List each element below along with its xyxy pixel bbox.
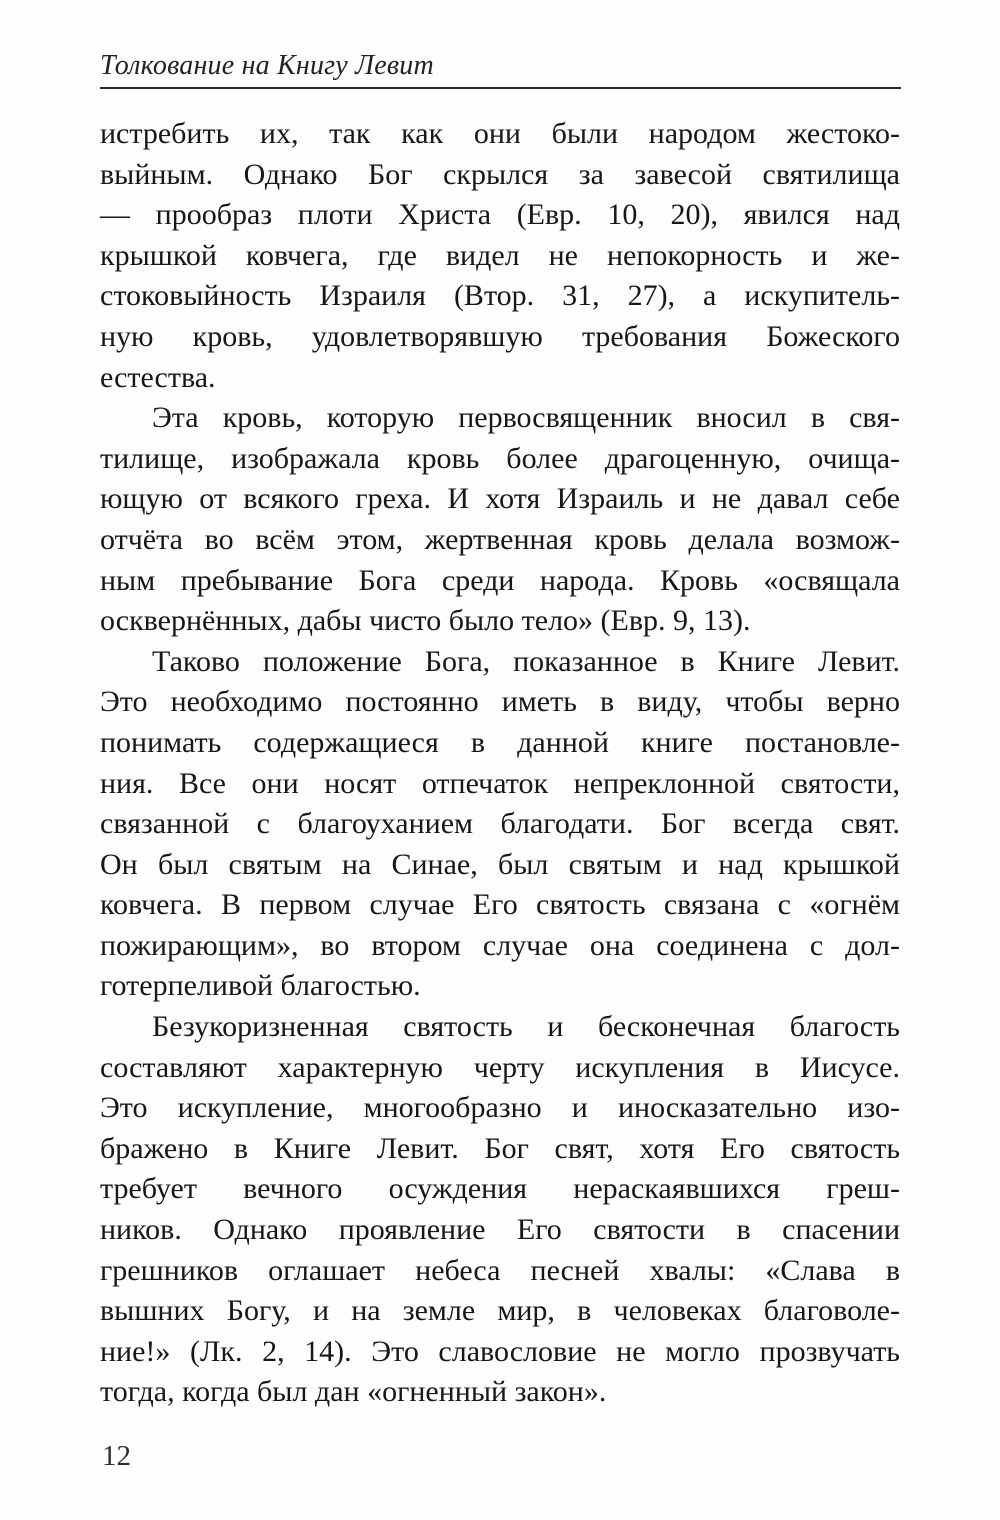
page-number: 12 bbox=[102, 1440, 131, 1472]
header-rule bbox=[100, 87, 901, 89]
text-line: понимать содержащиеся в данной книге постановле- bbox=[100, 725, 900, 759]
text-line: ную кровь, удовлетворявшую требования Божеского bbox=[100, 319, 900, 353]
text-line: ным пребывание Бога среди народа. Кровь «освящала bbox=[100, 563, 900, 597]
text-line: естества. bbox=[100, 360, 216, 394]
text-line: отчёта во всём этом, жертвенная кровь делала возмож- bbox=[100, 522, 900, 556]
text-line: ния. Все они носят отпечаток непреклонной святости, bbox=[100, 766, 900, 800]
running-header-title: Толкование на Книгу Левит bbox=[100, 50, 434, 81]
text-line: — прообраз плоти Христа (Евр. 10, 20), явился над bbox=[100, 198, 900, 232]
text-line: Это необходимо постоянно иметь в виду, чтобы верно bbox=[100, 685, 900, 719]
text-line: осквернённых, дабы чисто было тело» (Евр. 9, 13). bbox=[100, 604, 751, 638]
text-line: ние!» (Лк. 2, 14). Это славословие не могло прозвучать bbox=[100, 1334, 900, 1368]
text-line: Таково положение Бога, показанное в Книге Левит. bbox=[152, 644, 900, 678]
text-line: Это искупление, многообразно и иносказательно изо- bbox=[100, 1091, 900, 1125]
text-line: крышкой ковчега, где видел не непокорность и же- bbox=[100, 238, 900, 272]
text-line: связанной с благоуханием благодати. Бог всегда свят. bbox=[100, 807, 900, 841]
paragraph bbox=[100, 114, 900, 398]
text-line: требует вечного осуждения нераскаявшихся греш- bbox=[100, 1172, 900, 1206]
paragraph bbox=[100, 1007, 900, 1413]
paragraph bbox=[100, 642, 900, 1007]
paragraph bbox=[100, 398, 900, 642]
text-line: ников. Однако проявление Его святости в спасении bbox=[100, 1213, 900, 1247]
text-line: готерпеливой благостью. bbox=[100, 969, 421, 1003]
running-header bbox=[100, 50, 901, 89]
body-text bbox=[100, 114, 900, 1413]
text-line: тогда, когда был дан «огненный закон». bbox=[100, 1375, 607, 1409]
text-line: вышних Богу, и на земле мир, в человеках благоволе- bbox=[100, 1294, 900, 1328]
text-line: составляют характерную черту искупления в Иисусе. bbox=[100, 1050, 900, 1084]
text-line: выйным. Однако Бог скрылся за завесой святилища bbox=[100, 157, 900, 191]
text-line: ковчега. В первом случае Его святость связана с «огнём bbox=[100, 888, 900, 922]
text-line: бражено в Книге Левит. Бог свят, хотя Его святость bbox=[100, 1131, 900, 1165]
text-line: ющую от всякого греха. И хотя Израиль и не давал себе bbox=[100, 482, 900, 516]
text-line: Он был святым на Синае, был святым и над крышкой bbox=[100, 847, 900, 881]
text-line: грешников оглашает небеса песней хвалы: «Слава в bbox=[100, 1253, 900, 1287]
text-line: тилище, изображала кровь более драгоценную, очища- bbox=[100, 441, 900, 475]
text-line: Безукоризненная святость и бесконечная благость bbox=[152, 1010, 900, 1044]
text-line: пожирающим», во втором случае она соединена с дол- bbox=[100, 928, 900, 962]
text-line: Эта кровь, которую первосвященник вносил в свя- bbox=[152, 401, 900, 435]
text-line: истребить их, так как они были народом жестоко- bbox=[100, 117, 900, 150]
text-line: стоковыйность Израиля (Втор. 31, 27), а искупитель- bbox=[100, 279, 900, 313]
